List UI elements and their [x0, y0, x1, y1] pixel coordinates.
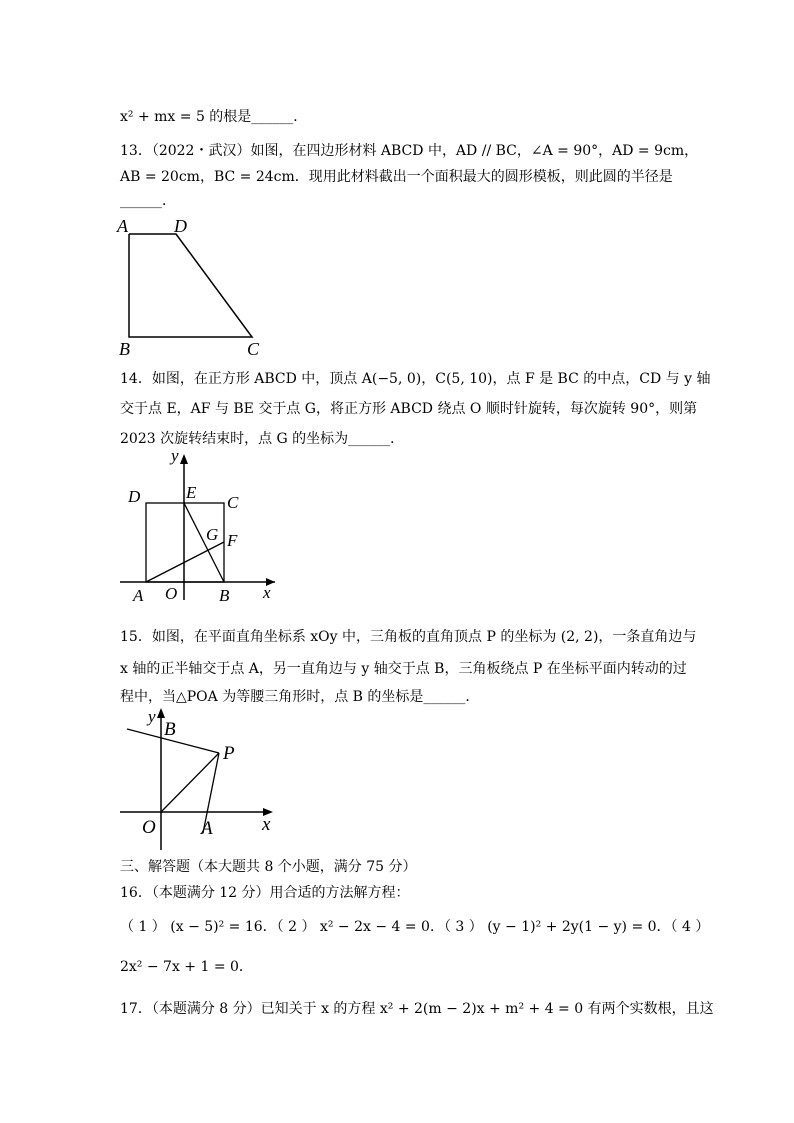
- fig14-label-G: G: [206, 525, 219, 544]
- fig15-label-B: B: [164, 719, 176, 740]
- figure-13-trapezoid: [115, 212, 275, 362]
- problem-16-line-2: （ 1 ） (x − 5)² = 16．（ 2 ） x² − 2x − 4 = 0．（ 3 ） (y − 1)² + 2y(1 − y) = 0．（ 4 ）: [120, 919, 710, 935]
- text-line-1: x² + mx = 5 的根是______．: [120, 109, 308, 125]
- fig15-label-O: O: [142, 817, 156, 838]
- fig14-label-B: B: [219, 586, 230, 605]
- problem-14-line-2: 交于点 E，AF 与 BE 交于点 G，将正方形 ABCD 绕点 O 顺时针旋转，每次旋转 90°，则第: [120, 401, 698, 417]
- problem-17-line-1: 17．（本题满分 8 分）已知关于 x 的方程 x² + 2(m − 2)x + m² + 4 = 0 有两个实数根，且这: [120, 1001, 714, 1017]
- problem-14-line-3: 2023 次旋转结束时，点 G 的坐标为______．: [120, 431, 405, 447]
- fig15-label-A: A: [201, 818, 213, 839]
- problem-16-line-3: 2x² − 7x + 1 = 0．: [120, 959, 253, 975]
- problem-13-line-1: 13．（2022・武汉）如图，在四边形材料 ABCD 中，AD // BC，∠A = 90°，AD = 9cm，: [120, 143, 699, 159]
- fig13-label-B: B: [119, 339, 130, 359]
- fig13-label-C: C: [247, 339, 260, 359]
- problem-13-line-3: ______．: [120, 193, 176, 209]
- fig14-label-x: x: [263, 583, 271, 602]
- fig14-label-A: A: [133, 586, 144, 605]
- problem-15-line-2: x 轴的正半轴交于点 A，另一直角边与 y 轴交于点 B，三角板绕点 P 在坐标平面内转动的过: [120, 661, 687, 677]
- fig15-label-P: P: [223, 743, 235, 764]
- fig14-label-F: F: [227, 531, 238, 550]
- problem-14-line-1: 14．如图，在正方形 ABCD 中，顶点 A(−5, 0)，C(5, 10)，点 F 是 BC 的中点，CD 与 y 轴: [120, 371, 711, 387]
- fig14-label-E: E: [186, 483, 197, 502]
- section-3-heading: 三、解答题（本大题共 8 个小题，满分 75 分）: [120, 859, 417, 875]
- fig15-label-y: y: [148, 707, 156, 726]
- fig14-label-O: O: [165, 584, 178, 603]
- problem-16-line-1: 16．（本题满分 12 分）用合适的方法解方程：: [120, 885, 410, 901]
- fig13-label-A: A: [117, 216, 128, 236]
- problem-15-line-1: 15．如图，在平面直角坐标系 xOy 中，三角板的直角顶点 P 的坐标为 (2, 2)，一条直角边与: [120, 629, 697, 645]
- figure-15-triangle: [115, 705, 285, 855]
- problem-13-line-2: AB = 20cm，BC = 24cm．现用此材料截出一个面积最大的圆形模板，则此圆的半径是: [120, 169, 673, 185]
- problem-15-line-3: 程中，当△POA 为等腰三角形时，点 B 的坐标是______．: [120, 689, 480, 705]
- fig14-label-D: D: [128, 487, 141, 506]
- fig14-label-y: y: [171, 450, 179, 465]
- figure-14-square: [115, 450, 285, 610]
- fig15-label-x: x: [262, 814, 271, 835]
- fig14-label-C: C: [227, 493, 239, 512]
- fig13-label-D: D: [174, 216, 187, 236]
